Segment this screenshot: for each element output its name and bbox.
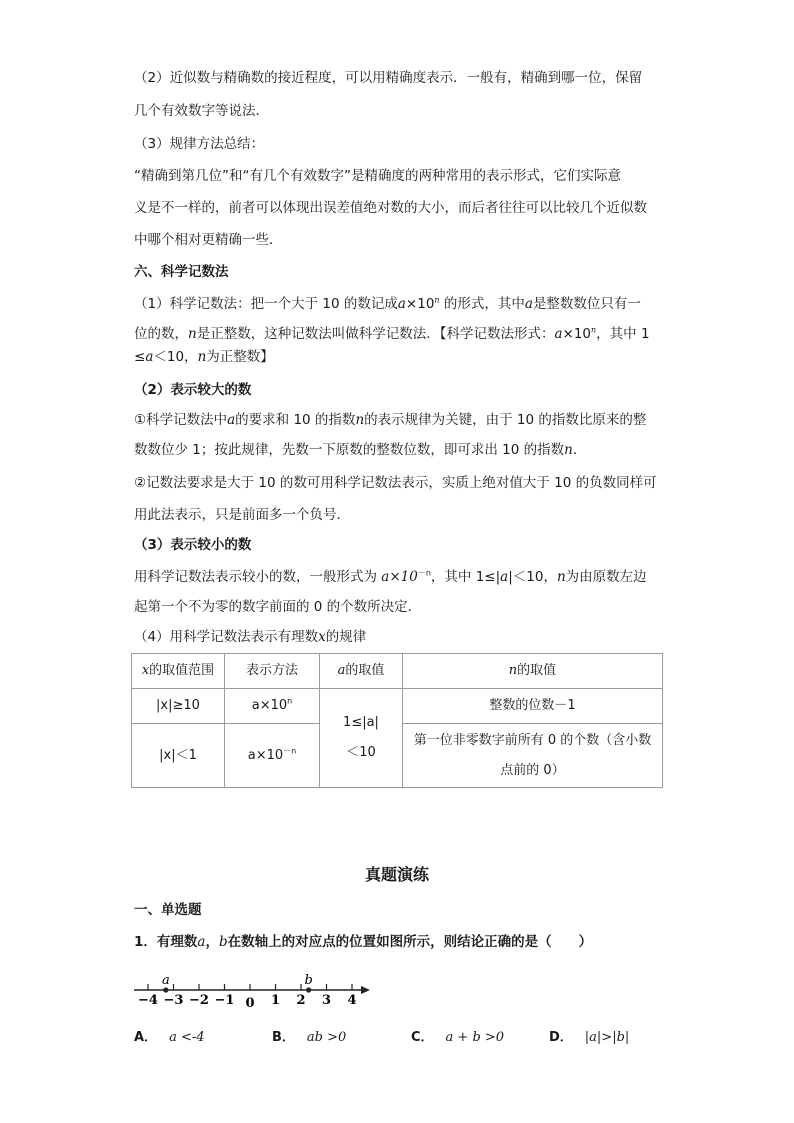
text: ＜10， xyxy=(153,349,198,365)
var-a: a xyxy=(554,326,563,342)
cell-large-method xyxy=(225,689,320,724)
point-b xyxy=(306,987,311,992)
tick-label: 3 xyxy=(321,993,332,1008)
para-accuracy-line1: （2）近似数与精确数的接近程度，可以用精确度表示．一般有，精确到哪一位，保留 xyxy=(134,70,643,86)
tick-label: 1 xyxy=(270,993,281,1008)
text: ≤ xyxy=(134,349,146,365)
exp: n xyxy=(287,696,293,706)
text: a×10 xyxy=(247,747,284,763)
text: ①科学记数法中 xyxy=(134,412,228,428)
exp-neg-n: －n xyxy=(417,568,431,578)
var-b: b xyxy=(218,934,228,950)
text: ， xyxy=(205,934,219,950)
text: 数数位少 1；按此规律，先数一下原数的整数位数，即可求出 10 的指数 xyxy=(134,442,565,458)
text: 的表示规律为关键，由于 10 的指数比原来的整 xyxy=(364,412,647,428)
option-label: D． xyxy=(549,1030,573,1045)
option-label: B． xyxy=(272,1030,295,1045)
tick-label: 2 xyxy=(296,993,306,1008)
var-n: n xyxy=(355,412,365,428)
text: 位的数， xyxy=(134,326,188,342)
cell-a-range xyxy=(320,689,403,788)
option-c[interactable] xyxy=(411,1026,504,1045)
text: （1）科学记数法：把一个大于 10 的数记成 xyxy=(134,296,398,312)
single-choice-heading: 一、单选题 xyxy=(134,902,202,918)
large-number-line4: 用此法表示，只是前面多一个负号． xyxy=(134,507,350,523)
var-n: n xyxy=(188,326,197,342)
small-number-line1 xyxy=(134,567,664,587)
option-label: A． xyxy=(134,1030,158,1045)
header-x-range xyxy=(132,654,225,689)
header-n-value xyxy=(403,654,663,689)
text: 为正整数】 xyxy=(206,349,274,365)
var-a: a xyxy=(145,349,154,365)
large-number-line2 xyxy=(134,440,664,460)
text: 在数轴上的对应点的位置如图所示，则结论正确的是（ ） xyxy=(227,934,593,950)
header-method: 表示方法 xyxy=(225,654,320,689)
practice-heading: 真题演练 xyxy=(364,865,429,884)
table-header-row xyxy=(132,654,663,689)
option-b[interactable] xyxy=(272,1026,346,1045)
text: 第一位非零数字前所有 0 的个数（含小数 xyxy=(413,732,652,748)
point-a xyxy=(163,987,168,992)
large-number-heading: （2）表示较大的数 xyxy=(134,382,252,398)
question-1-stem xyxy=(134,932,664,952)
option-text: ab >0 xyxy=(306,1030,347,1045)
text: 的取值 xyxy=(517,663,557,678)
small-number-line2: 起第一个不为零的数字前面的 0 的个数所决定． xyxy=(134,599,422,615)
text: a×10 xyxy=(251,698,288,713)
text: ×10 xyxy=(405,296,435,312)
var-a: a xyxy=(524,296,533,312)
text: ，其中 1≤| xyxy=(430,569,501,585)
var-n: n xyxy=(508,663,518,678)
arrow-right-icon xyxy=(361,986,370,994)
text: 是正整数，这种记数法叫做科学记数法．【科学记数法形式： xyxy=(196,326,555,342)
summary-line1: “精确到第几位”和“有几个有效数字”是精确度的两种常用的表示形式，它们实际意 xyxy=(134,168,621,184)
text: |＜10， xyxy=(508,569,557,585)
text: 点前的 0） xyxy=(500,762,565,778)
number-line-ticks xyxy=(138,984,357,1011)
sci-def-line3 xyxy=(134,347,664,367)
option-a[interactable] xyxy=(134,1026,205,1045)
tick-label: −2 xyxy=(189,993,209,1008)
var-n: n xyxy=(197,349,207,365)
tick-label: 0 xyxy=(245,996,255,1011)
text: ，其中 1 xyxy=(596,326,650,342)
tick-label: −4 xyxy=(138,993,158,1008)
tick-label: 4 xyxy=(347,993,357,1008)
tick-label: −3 xyxy=(163,993,184,1008)
summary-line2: 义是不一样的，前者可以体现出误差值绝对数的大小，而后者往往可以比较几个近似数 xyxy=(134,200,647,216)
text: 的取值 xyxy=(345,663,385,678)
text: ＜10 xyxy=(346,745,376,760)
cell-small-n xyxy=(403,724,663,788)
exp-n: n xyxy=(434,295,440,305)
var-n: n xyxy=(556,569,566,585)
option-text: |a|>|b| xyxy=(584,1030,630,1045)
small-number-heading: （3）表示较小的数 xyxy=(134,537,252,553)
cell-large-n: 整数的位数－1 xyxy=(403,689,663,724)
section-heading-scientific-notation: 六、科学记数法 xyxy=(134,264,229,280)
point-b-label: b xyxy=(304,973,313,988)
text: 的形式，其中 xyxy=(439,296,525,312)
summary-title: （3）规律方法总结： xyxy=(134,136,265,152)
text: 为由原数左边 xyxy=(565,569,647,585)
var-x: x xyxy=(141,663,150,678)
sci-def-line2 xyxy=(134,324,664,344)
var-a: a xyxy=(500,569,509,585)
text: （4）用科学记数法表示有理数 xyxy=(134,629,319,645)
var-a: a xyxy=(337,663,346,678)
text: 的规律 xyxy=(325,629,367,645)
option-text: a <-4 xyxy=(169,1030,205,1045)
cell-small-method xyxy=(225,724,320,788)
text: 1．有理数 xyxy=(134,934,198,950)
text: ． xyxy=(572,442,587,458)
number-line-figure xyxy=(128,970,378,1014)
option-d[interactable] xyxy=(549,1026,629,1045)
rule-table-caption xyxy=(134,627,664,647)
text: 用科学记数法表示较小的数，一般形式为 xyxy=(134,569,377,585)
var-x: x xyxy=(318,629,326,645)
cell-large-range: |x|≥10 xyxy=(132,689,225,724)
exp-n: n xyxy=(591,325,597,335)
var-a: a xyxy=(197,934,206,950)
option-label: C． xyxy=(411,1030,434,1045)
table-row xyxy=(132,689,663,724)
var-a: a xyxy=(227,412,236,428)
text: 是整数数位只有一 xyxy=(532,296,641,312)
text: 的要求和 10 的指数 xyxy=(235,412,356,428)
sci-def-line1 xyxy=(134,294,664,314)
text: 1≤|a| xyxy=(343,715,379,730)
scientific-notation-rule-table xyxy=(131,653,663,788)
cell-small-range: |x|＜1 xyxy=(132,724,225,788)
header-a-value xyxy=(320,654,403,689)
summary-line3: 中哪个相对更精确一些． xyxy=(134,232,283,248)
point-a-label: a xyxy=(161,973,170,988)
tick-label: −1 xyxy=(214,993,235,1008)
var-n: n xyxy=(564,442,573,458)
exp: －n xyxy=(283,746,297,756)
large-number-line1 xyxy=(134,410,664,430)
option-text: a + b >0 xyxy=(445,1030,505,1045)
expr: a×10 xyxy=(381,569,418,585)
large-number-line3: ②记数法要求是大于 10 的数可用科学记数法表示，实质上绝对值大于 10 的负数同样可 xyxy=(134,475,657,491)
var-a: a xyxy=(397,296,406,312)
text: ×10 xyxy=(562,326,592,342)
para-accuracy-line2: 几个有效数字等说法． xyxy=(134,103,269,119)
text: 的取值范围 xyxy=(149,663,215,678)
